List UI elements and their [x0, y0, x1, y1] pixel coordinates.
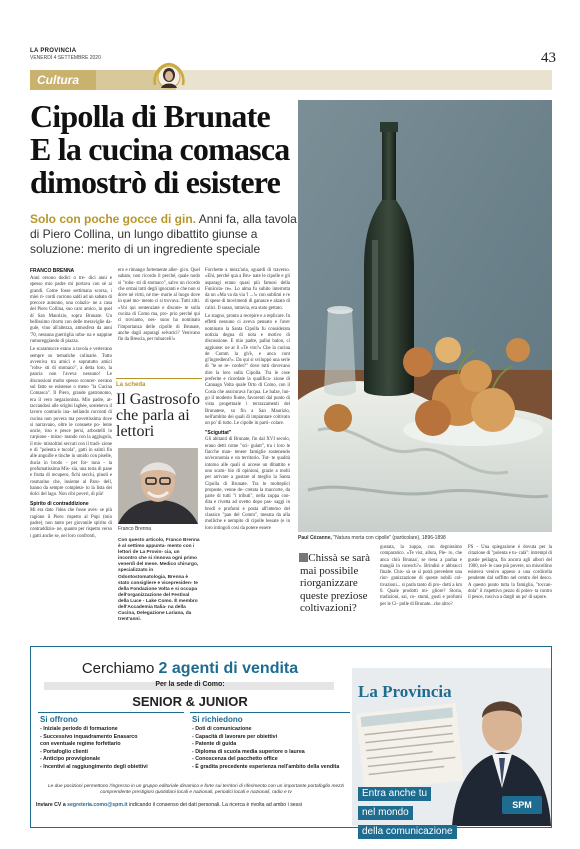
ad-cv-post: La ricerca è rivolta ad ambo i sessi [220, 802, 303, 808]
article-column-6 [468, 545, 552, 643]
ad-offer-item: - Portafoglio clienti [40, 748, 88, 755]
article-column-3 [205, 268, 290, 643]
ad-slogan-line: della comunicazione [358, 825, 457, 839]
article-paragraph: Anni orsono dodici o tre- dici anni e spesso mio padre mi portava con sé ai grandi. Come fosse settimana scorsa, i miei ri- cordi corrono saldi ad un sabato di precoce autunno, una colazio- ne a casa del Piero Collina, suo caro amico, in quel di San Maurizio, sopra Brunate. Un bellissimo ritorto con delle meraviglie da- gule, vino all'altezza, atmosfera da anni '70, nessuna guerriglia urba- na e nappine rumoreggiando di piazza. [30, 276, 112, 344]
author-photo [118, 448, 198, 524]
ad-offer-item: - Anticipo provvigionale [40, 756, 101, 763]
headline-line: E la cucina comasca [30, 131, 290, 167]
ad-divider [38, 712, 184, 713]
painting-caption [298, 535, 552, 541]
article-column-5 [380, 545, 462, 643]
ad-requirement-item: - Patente di guida [192, 741, 237, 748]
subheading-lead: Solo con poche gocce di gin. [30, 212, 197, 226]
ad-slogan-line: Entra anche tu [358, 787, 431, 801]
ad-contact [36, 802, 366, 808]
ad-role: SENIOR & JUNIOR [132, 694, 248, 709]
article-paragraph: ero e rimango fortemente aller- gico. Quel sabato, non ricordo il perché, quale nodo si "robu- sti di stomaco", salvo un ricordo che ormai tutti degli ignoranti e che non si dove né virtù, né me- morie al luogo dove in quel mo- mento ci si trovava. Tutti zitti. «Voi qui sentenziate e discute- te sulla cucina di Como ma, pro- prio perché qui ci troviamo, nes- suno ha nominato l'importanza delle cipolle di Brunate, anche dagli asparagi selvatici? Venivano fin da Brescia, per rubarceli!» [118, 268, 200, 343]
ad-location: Per la sede di Como: [155, 681, 225, 688]
newspaper-name: LA PROVINCIA [30, 48, 77, 54]
ad-offer-list [40, 726, 186, 772]
scheda-rule [116, 378, 202, 379]
section-label: Cultura [30, 70, 96, 90]
ad-title-highlight: 2 agenti di vendita [158, 660, 299, 677]
headline-line: dimostrò di esistere [30, 164, 281, 200]
article-column-2 [118, 268, 200, 378]
caption-title: "Natura morta con cipolle" (particolare), 1896-1898 [331, 535, 446, 541]
author-photo-caption: Franco Brenna [118, 526, 152, 532]
pullquote-text: Chissà se sarà mai possibile riorganizzare queste preziose coltivazioni? [300, 552, 370, 614]
author-portrait-icon [151, 59, 187, 93]
article-subheading [30, 212, 300, 257]
scheda-title: Il Gastrosofo che parla ai lettori [116, 391, 200, 440]
ad-requirement-item: - Doti di comunicazione [192, 726, 252, 732]
la-provincia-logo: La Provincia [358, 682, 452, 701]
article-paragraph: gustata, la zuppa, con degnissimo comparatico. «Te vist, allura, Pie- ro, che anca chiù Brunaa', se riesa a parlaa e mangià in curesch?». Brindisi e abbracci finale. Chis- sà se si potrà prevedere una rior- ganizzazione di queste nobili col- tivazioni... si parla tanto di pro- dotti a km 0. Quale prodotti mi- gliore? Storia, tradizioni, sai, co- stumi, gusti e profumi per le Ci- polle di Brunate...che altro? [380, 545, 462, 607]
article-paragraph: Gli abitanti di Brunate, fin dal XVI secolo, erano detti come "sci- gulatt", tra i loro le fiacche man- tenere famiglie sostenendo un'economia e un territorio. Tut- te qualità intorno alle quali si accese un dibattito e uno scam- bio di opinioni, grazie a molti per arrivare a gustare al meglio la Santa Cipolla di Brunate. Tra le molteplici proposte, venne de- cretata la maccorte, da parte di tutti "i tributi", nella zuppa con- dita e rivetta ad ovetto dopo pas- saggi in brodi e profumi e posta all'interno del classico "pan del Comm", mesata da alla molliche e nempito di cipolle lessate (e in loro intingoli cosi da potere essere [205, 437, 290, 531]
ad-divider [190, 712, 350, 713]
page-number: 43 [541, 50, 556, 66]
ad-cv-pre: Inviare CV a [36, 802, 68, 808]
ad-title-pre: Cerchiamo [81, 660, 159, 677]
ad-requirements-list [192, 726, 352, 772]
scheda-text: Con questo articolo, Franco Brenna è al settimo appunta- mento con i lettori de La Provin- cia, un incontro che si rinnova ogni primo venerdì del mese. Medico chirurgo, specializzato in Odontostomatologia, Brenna è stato consigliere e vicepresiden- te della Fondazione Volta e si occupa dell'organizzazione del Festival della Luce - Lake Como. È membro dell'Accademia Italia- na della Cucina, Delegazione Lariana, da trent'anni. [118, 538, 200, 623]
ad-offer-item: - Successivo inquadramento Enasarco [40, 733, 138, 740]
article-column-1 [30, 268, 112, 643]
ad-offer-item: - Incentivi al raggiungimento degli obiettivi [40, 763, 148, 770]
ad-title [40, 660, 340, 678]
article-paragraph: Lo stagno, pronto a recepire e a replicare. In effetti nessuno ci aveva pensato e l'aver nominato la Santa Cipolla fu considerata notizia degna di nota e motivo di discussione. E mio padre, pallai baloo, ci aggiunse: ne ar lì «Te vist?» Che la cucina de Comm la gh'è, e anca cont gl'ingredient?». Da qui si sviluppò una serie di "te se re- cordet?" dove tutti dovevano dire la loro sulla Cipolla. Tra le cose preferite e ricordate la qualifica- zione di Cannago Volta quale Orto di Como, con il Cosia che assicurava l'acqua. Le balze, lun- go il modesto fiume, favorenti dal punto di vista progettuale i terrazzamenti del Brunatese, su fin a San Maurizio, nell'ambito dei quali di impiantare coltivato un po' di tutto. Le cipolle in parti- colare. [205, 314, 290, 427]
ad-requirement-item: - È gradita precedente esperienza nell'ambito della vendita [192, 763, 340, 770]
article-paragraph: Le scaramucce erano a tavola e vertevano sempre su tematiche culinarie. Tutto avveniva tra amici e sopratutto amici "robu- sti di stomaco", a detta loro, la pancia non l'aveva nessuno! Le discussioni molto spesso sconcer- nevano sul fatto se esistesse o meno "la Cucina Comasca". Il Piero, grande gastronomo, era il vero negazionista. Mio padre, at- taccandosi alle origini laghée, sosteneva il lavoro contrario ina- nellando racconti di cucina non povera ma povertissima dove si narravano, oltre le consuete po- lente uncie, riso e pesce persi, arbostelli in carpione - mirac- mando con la aggiugola, il mis- missoltini seccati con il tradi- zione e di "polenta e tucola", gatti in salmì fin alle anguille e tinche in umido con piselle, ducia in brodo - per for- tuna - la profumatissima Mis- sia, una torta di pane e frutta di recupero, fichi secchi, pinoli e rosmarino che, insieme al Paru- dell, hanno da sempre completa- to la lista dei dolci del lago. Non cibi poveri, di più! [30, 347, 112, 498]
ad-offer-heading: Si offrono [40, 715, 78, 724]
ad-offer-item: - Iniziale periodo di formazione [40, 726, 118, 732]
article-byline: FRANCO BRENNA [30, 268, 75, 274]
subheading-text: Anni fa, alla tavola di Piero Collina, un lungo dibattito giunse a soluzione: merito di un ingrediente speciale [30, 212, 297, 256]
issue-date: VENERDÌ 4 SETTEMBRE 2020 [30, 55, 101, 61]
ad-requirements-heading: Si richiedono [192, 715, 243, 724]
spm-logo: SPM [502, 796, 542, 814]
ad-requirement-item: - Diploma di scuola media superiore o laurea [192, 748, 305, 755]
caption-artist: Paul Cézanne, [298, 535, 332, 541]
pullquote [300, 552, 378, 615]
ad-email-link[interactable]: segreteria.como@spm.it [67, 802, 128, 808]
still-life-painting [298, 100, 552, 532]
ad-requirement-item: - Conoscenza del pacchetto office [192, 756, 278, 763]
article-paragraph: PS - Una spiegazione è dovuta per la citazione di "polenta e tu- calà": intrempl di gustie pellagra, fin ancora agli albori del 1900, nel- le case più povere, un miscellino esisteva venivo appeso a una cordicella pendente dal soffitto nel centro del desco. A questo punto tutta la famiglia, "toccan- dola" il rispettivo pezzo di polen- ta contro il pesce, rusciva a dargli un po' di sapore. [468, 545, 552, 601]
headline-line: Cipolla di Brunate [30, 98, 270, 134]
ad-cv-mid: indicando il consenso dei dati personali. [127, 802, 221, 808]
scheda-label: La scheda [116, 382, 146, 388]
ad-requirement-item: - Capacità di lavorare per obiettivi [192, 733, 278, 740]
ad-footnote: Le due posizioni permettono l'ingresso in un gruppo editoriale dinamico e forte sui territori di riferimento con un importante portafoglio mezzi comprendente prestigiosi quotidiani locali e nazionali, periodici locali e nazionali, radio e tv [47, 784, 345, 795]
article-paragraph: Forchette a mezz'aria, sguardi di traverso. «Ehi, perché qua a Bru- nate le cipolle e gli asparagi erano quasi più famosi della Funicola- re». Lo alma fu subito interrotta da un «Ma va da via 'l ...!» con sublimi e re di spese di movimenti di ganasce e alzato di calici. Il sasso, tuttavia, era stato gettato. [205, 268, 290, 311]
article-subtitle: "Sciguttat" [205, 430, 232, 437]
article-headline [30, 100, 300, 199]
ad-slogan [358, 783, 478, 840]
article-paragraph: Mi era dato l'idea che fosse aves- se più ragione il Piero rispetto al Pupi (mio padre), non tanto per giovanile spirito di contraddizio- ne, quanto per rispetto verso i gatti anche se, nei loro confronti, [30, 508, 112, 539]
ad-slogan-line: nel mondo [358, 806, 413, 820]
article-subtitle: Spirito di contraddizione [30, 501, 89, 508]
ad-offer-item: con eventuale regime forfettario [40, 741, 121, 748]
